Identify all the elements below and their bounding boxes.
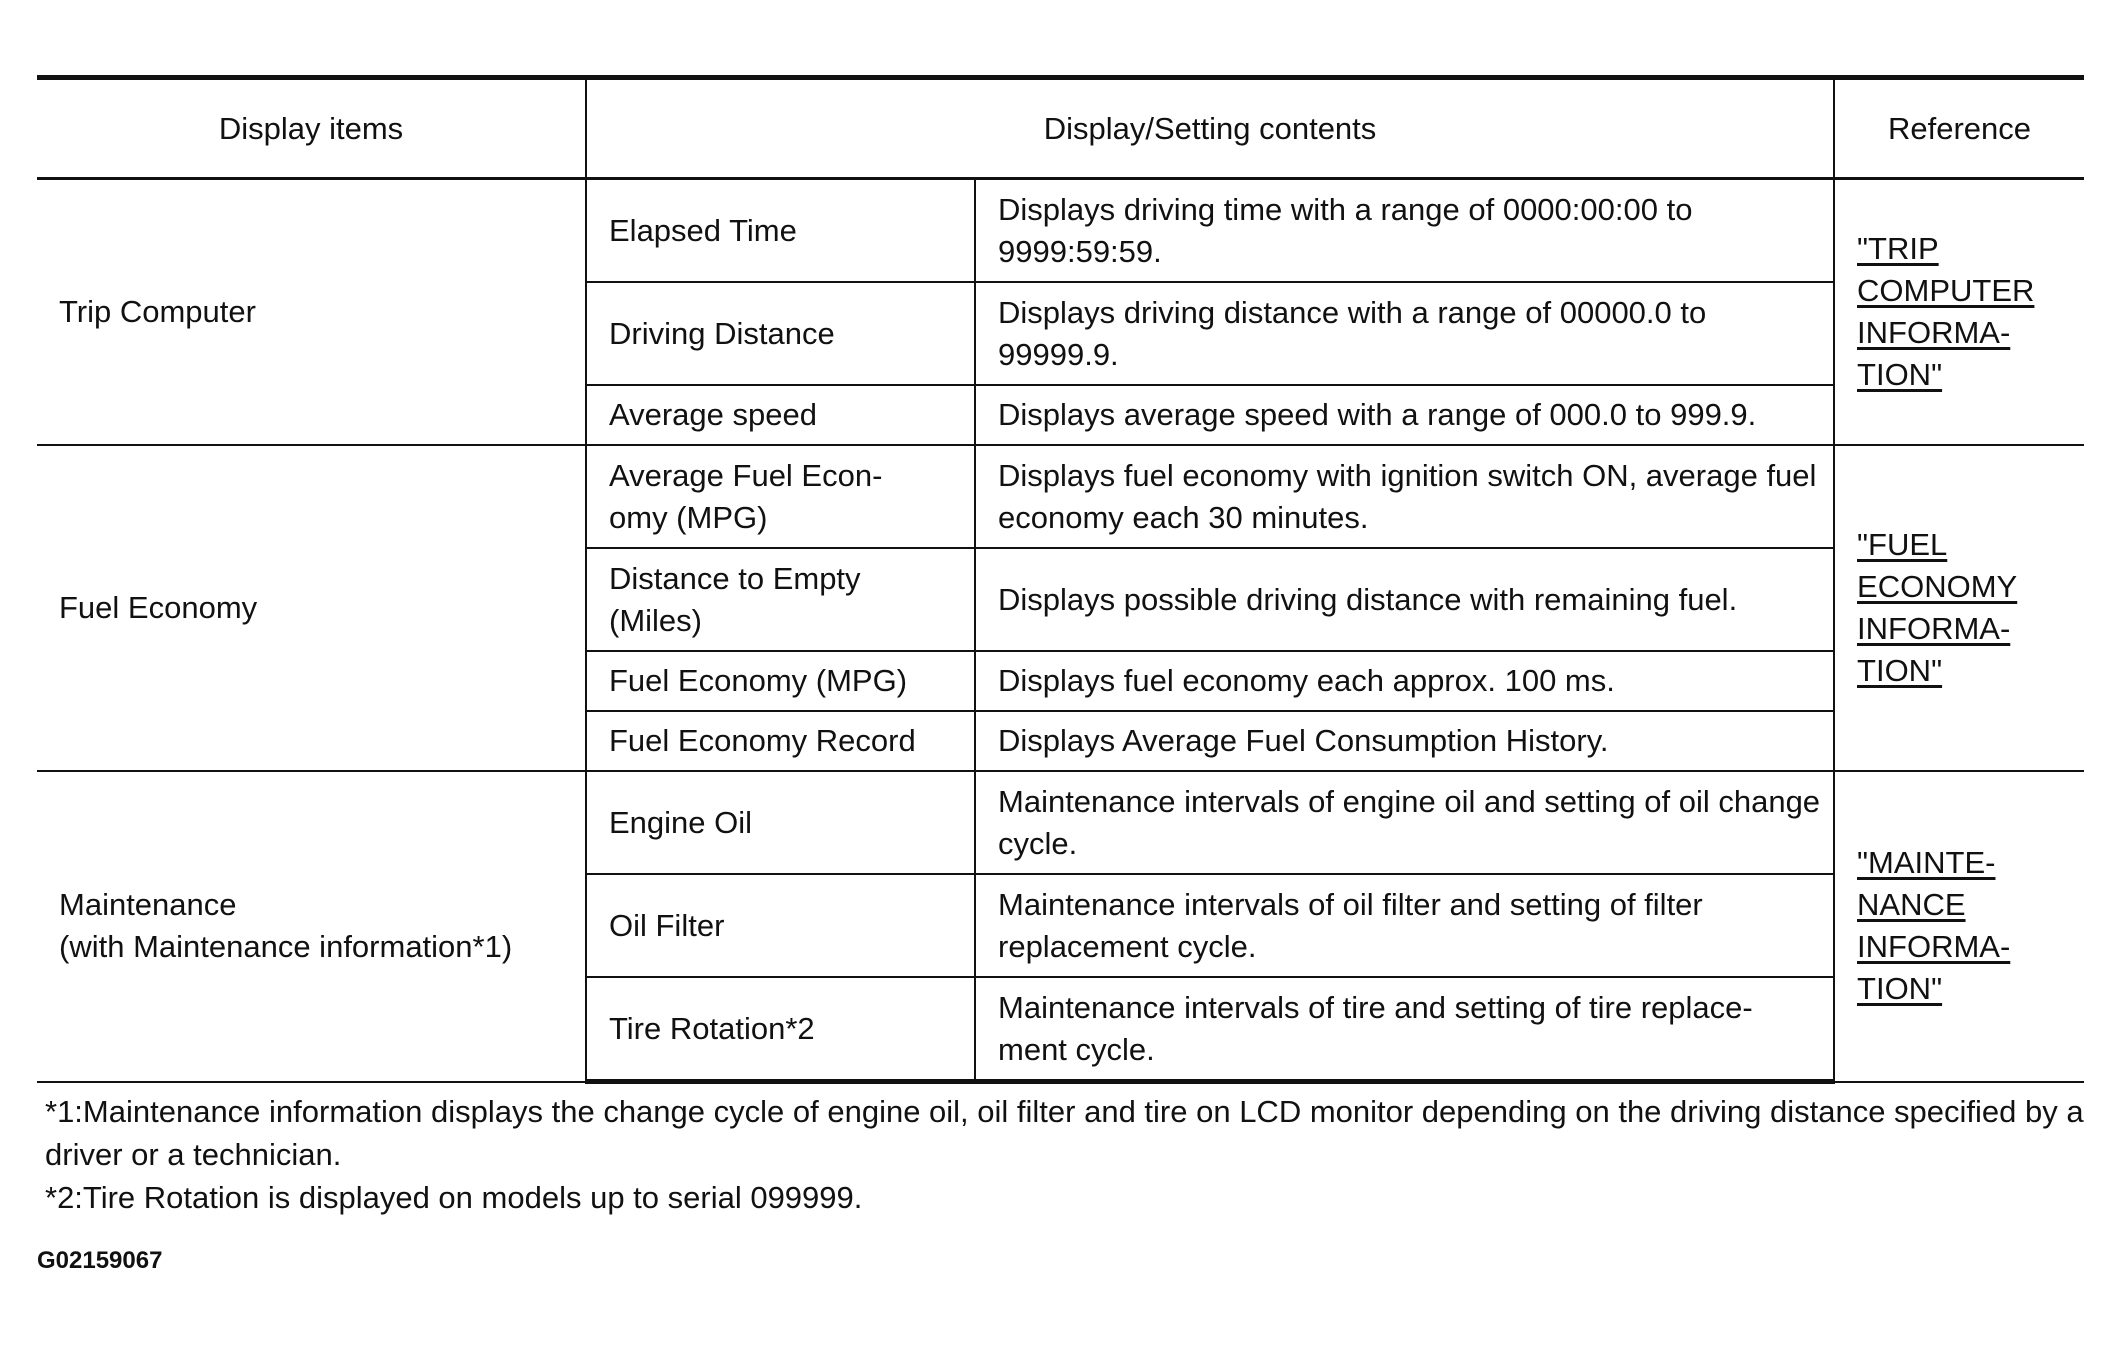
item-fuel-economy-mpg: Fuel Economy (MPG) bbox=[586, 651, 975, 711]
content-fuel-economy-record: Displays Average Fuel Consumption History. bbox=[975, 711, 1834, 771]
footnotes bbox=[37, 1090, 2084, 1219]
content-distance-to-empty: Displays possible driving distance with remaining fuel. bbox=[975, 548, 1834, 651]
reference-cell-trip-computer bbox=[1834, 179, 2084, 446]
table-row bbox=[37, 445, 2084, 548]
content-average-speed: Displays average speed with a range of 000.0 to 999.9. bbox=[975, 385, 1834, 445]
item-driving-distance: Driving Distance bbox=[586, 282, 975, 385]
reference-cell-maintenance bbox=[1834, 771, 2084, 1082]
document-page bbox=[37, 75, 2084, 1275]
content-tire-rotation: Maintenance intervals of tire and setting of tire replace-ment cycle. bbox=[975, 977, 1834, 1082]
table-header-row bbox=[37, 78, 2084, 179]
header-reference: Reference bbox=[1834, 78, 2084, 179]
item-average-speed: Average speed bbox=[586, 385, 975, 445]
content-engine-oil: Maintenance intervals of engine oil and setting of oil change cycle. bbox=[975, 771, 1834, 874]
figure-id: G02159067 bbox=[37, 1247, 163, 1274]
item-distance-to-empty: Distance to Empty (Miles) bbox=[586, 548, 975, 651]
item-engine-oil: Engine Oil bbox=[586, 771, 975, 874]
header-display-setting-contents: Display/Setting contents bbox=[586, 78, 1834, 179]
item-average-fuel-economy: Average Fuel Econ- omy (MPG) bbox=[586, 445, 975, 548]
content-fuel-economy-mpg: Displays fuel economy each approx. 100 ms. bbox=[975, 651, 1834, 711]
content-average-fuel-economy: Displays fuel economy with ignition switch ON, average fuel economy each 30 minutes. bbox=[975, 445, 1834, 548]
content-oil-filter: Maintenance intervals of oil filter and setting of filter replacement cycle. bbox=[975, 874, 1834, 977]
footnote-1: *1:Maintenance information displays the change cycle of engine oil, oil filter and tire on LCD monitor depending on the driving distance specified by a driver or a technician. bbox=[45, 1094, 2084, 1172]
item-elapsed-time: Elapsed Time bbox=[586, 179, 975, 283]
header-display-items: Display items bbox=[37, 78, 586, 179]
reference-link-trip-computer[interactable]: "TRIP COMPUTER INFORMA- TION" bbox=[1857, 231, 2035, 392]
content-driving-distance: Displays driving distance with a range of 00000.0 to 99999.9. bbox=[975, 282, 1834, 385]
group-label-trip-computer: Trip Computer bbox=[37, 179, 586, 446]
table-row bbox=[37, 179, 2084, 283]
group-label-maintenance: Maintenance (with Maintenance information*1) bbox=[37, 771, 586, 1082]
item-oil-filter: Oil Filter bbox=[586, 874, 975, 977]
item-tire-rotation: Tire Rotation*2 bbox=[586, 977, 975, 1082]
content-elapsed-time: Displays driving time with a range of 0000:00:00 to 9999:59:59. bbox=[975, 179, 1834, 283]
table-row bbox=[37, 771, 2084, 874]
footnote-2: *2:Tire Rotation is displayed on models up to serial 099999. bbox=[45, 1180, 863, 1215]
reference-link-fuel-economy[interactable]: "FUEL ECONOMY INFORMA- TION" bbox=[1857, 527, 2018, 688]
item-fuel-economy-record: Fuel Economy Record bbox=[586, 711, 975, 771]
reference-cell-fuel-economy bbox=[1834, 445, 2084, 771]
display-items-table bbox=[37, 75, 2084, 1084]
group-label-fuel-economy: Fuel Economy bbox=[37, 445, 586, 771]
reference-link-maintenance[interactable]: "MAINTE- NANCE INFORMA- TION" bbox=[1857, 845, 2011, 1007]
